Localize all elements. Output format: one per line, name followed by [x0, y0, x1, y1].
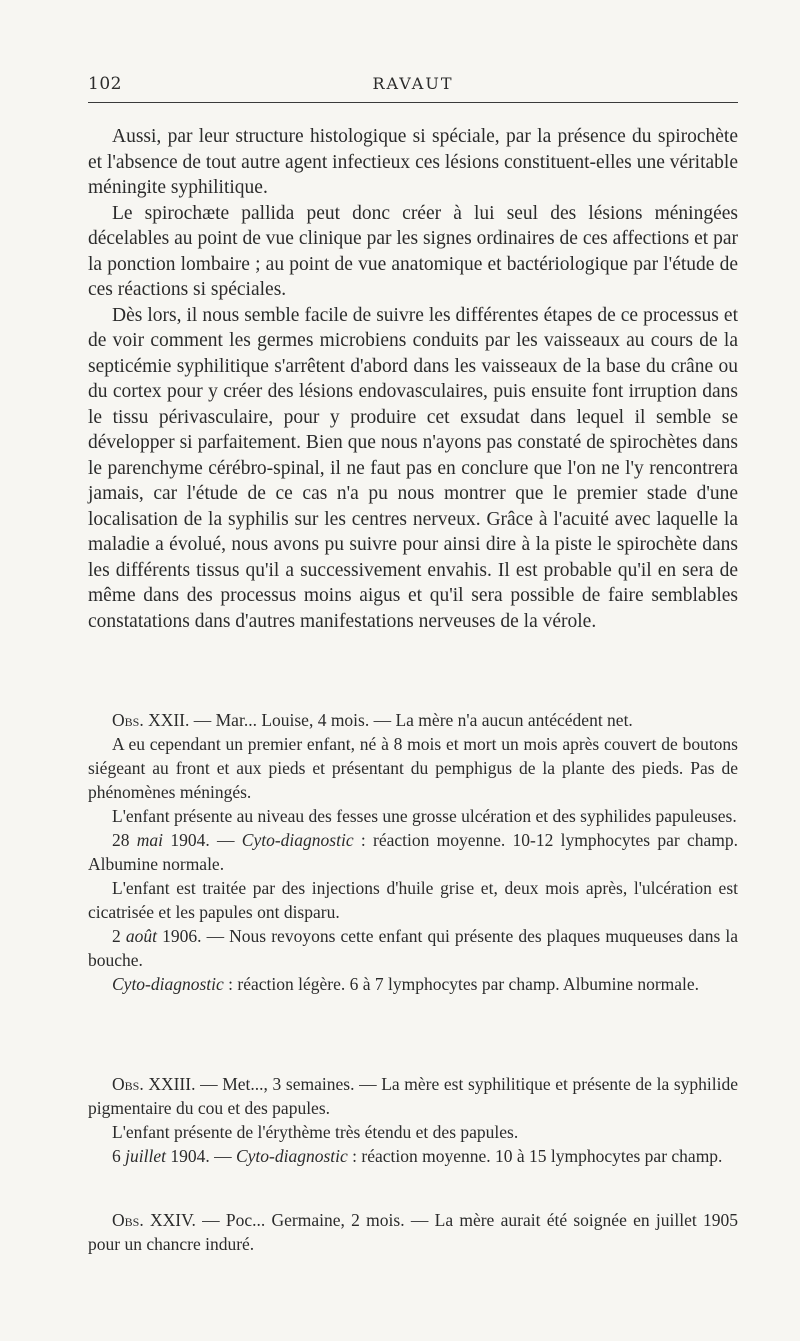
observation-paragraph: A eu cependant un premier enfant, né à 8 mois et mort un mois après couvert de boutons siégeant au front et aux pieds et présentant du pemphigus de la plante des pieds. Pas de phénomènes méningés. [88, 734, 738, 802]
observation-heading: Obs. XXIII. — Met..., 3 semaines. — La mère est syphilitique et présente de la syphilide pigmentaire du cou et des papules. [88, 1074, 739, 1118]
paragraph: Aussi, par leur structure histologique si spéciale, par la présence du spirochète et l'absence de tout autre agent infectieux ces lésions constituent-elles une véritable méningite syphilitique. [88, 126, 738, 198]
observation-label: Obs. XXII. [112, 710, 190, 730]
page-number: 102 [88, 74, 122, 94]
observation-paragraph: 2 août 1906. — Nous revoyons cette enfant qui présente des plaques muqueuses dans la bouche. [88, 926, 739, 970]
observation-heading: Obs. XXII. — Mar... Louise, 4 mois. — La mère n'a aucun antécédent net. [112, 710, 633, 730]
observation-xxii [88, 708, 738, 996]
paragraph: Le spirochæte pallida peut donc créer à lui seul des lésions méningées décelables au point de vue clinique par les signes ordinaires de ces affections et par la ponction lombaire ; au point de vue anatomique et bactériologique par l'étude de ces réactions si spéciales. [88, 202, 738, 300]
observation-paragraph: 6 juillet 1904. — Cyto-diagnostic : réaction moyenne. 10 à 15 lymphocytes par champ. [112, 1146, 723, 1166]
observation-paragraph: L'enfant présente de l'érythème très étendu et des papules. [112, 1122, 519, 1142]
header-rule [88, 102, 738, 103]
observation-heading: Obs. XXIV. — Poc... Germaine, 2 mois. — La mère aurait été soignée en juillet 1905 pour un chancre induré. [88, 1210, 738, 1254]
paragraph: Dès lors, il nous semble facile de suivre les différentes étapes de ce processus et de voir comment les germes microbiens conduits par les vaisseaux au cours de la septicémie syphilitique s'arrêtent d'abord dans les vaisseaux de la base du crâne ou du cortex pour y créer des lésions endovasculaires, puis ensuite font irruption dans le tissu périvasculaire, pour y produire cet exsudat dans lequel il semble se développer si parfaitement. Bien que nous n'ayons pas constaté de spirochètes dans le parenchyme cérébro-spinal, il ne faut pas en conclure que l'on ne l'y rencontrera jamais, car l'étude de ce cas n'a pu nous montrer que le premier stade d'une localisation de la syphilis sur les centres nerveux. Grâce à l'acuité avec laquelle la maladie a évolué, nous avons pu suivre pour ainsi dire à la piste le spirochète dans les différents tissus qu'il a successivement envahis. Il est probable qu'il en sera de même dans des processus moins aigus et qu'il sera possible de faire semblables constatations dans d'autres manifestations nerveuses de la vérole. [88, 304, 738, 632]
observation-paragraph: Cyto-diagnostic : réaction légère. 6 à 7 lymphocytes par champ. Albumine normale. [112, 974, 700, 994]
observation-paragraph: 28 mai 1904. — Cyto-diagnostic : réaction moyenne. 10-12 lymphocytes par champ. Albumine normale. [88, 830, 738, 874]
observation-paragraph: L'enfant est traitée par des injections d'huile grise et, deux mois après, l'ulcération est cicatrisée et les papules ont disparu. [88, 878, 738, 922]
main-text [88, 124, 738, 634]
observation-label: Obs. XXIII. [112, 1074, 196, 1094]
observation-xxiv [88, 1208, 738, 1256]
observation-label: Obs. XXIV. [112, 1210, 196, 1230]
running-head: RAVAUT [372, 74, 454, 93]
observation-xxiii [88, 1072, 738, 1168]
page-header [88, 74, 738, 100]
observation-paragraph: L'enfant présente au niveau des fesses une grosse ulcération et des syphilides papuleuses. [112, 806, 737, 826]
